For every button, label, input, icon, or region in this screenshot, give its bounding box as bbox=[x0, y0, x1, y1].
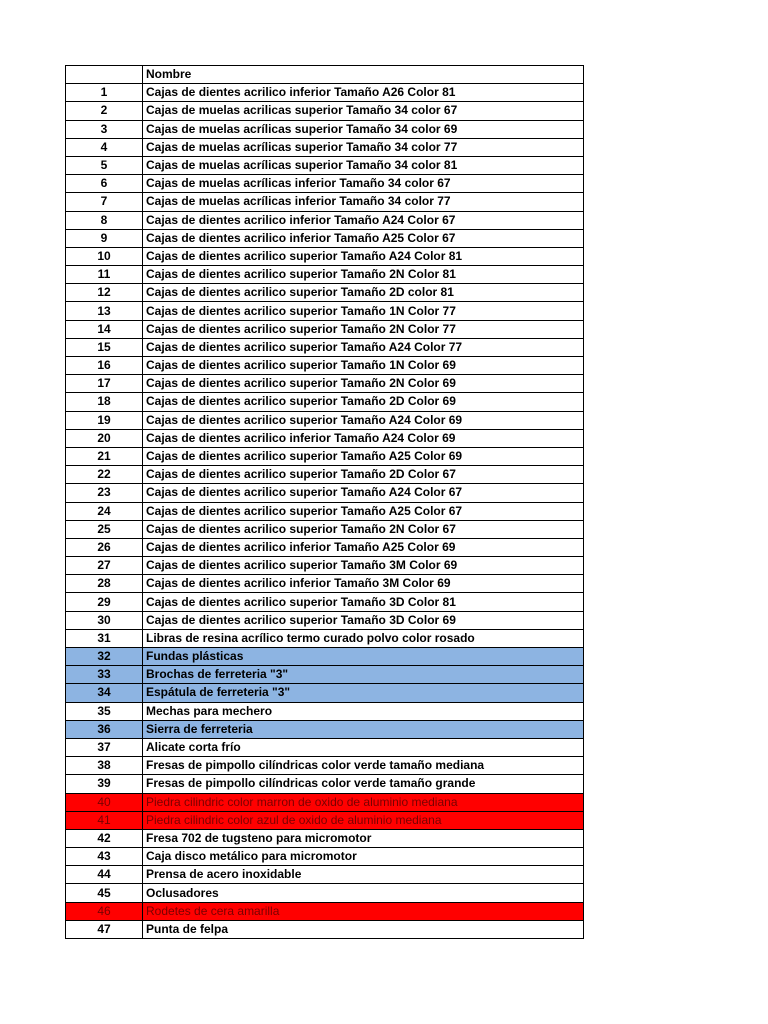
row-number-cell[interactable]: 16 bbox=[66, 357, 143, 375]
table-row bbox=[66, 738, 584, 756]
row-number-cell[interactable]: 41 bbox=[66, 811, 143, 829]
table-row bbox=[66, 375, 584, 393]
row-number-cell[interactable]: 45 bbox=[66, 884, 143, 902]
row-number-cell[interactable]: 6 bbox=[66, 175, 143, 193]
table-row bbox=[66, 648, 584, 666]
table-row bbox=[66, 247, 584, 265]
table-row bbox=[66, 702, 584, 720]
row-number-cell[interactable]: 24 bbox=[66, 502, 143, 520]
table-row bbox=[66, 793, 584, 811]
row-number-cell[interactable]: 1 bbox=[66, 84, 143, 102]
table-row bbox=[66, 266, 584, 284]
table-row bbox=[66, 320, 584, 338]
table-row bbox=[66, 629, 584, 647]
row-number-cell[interactable]: 21 bbox=[66, 447, 143, 465]
item-name-cell[interactable]: Alicate corta frío bbox=[143, 738, 584, 756]
table-row bbox=[66, 593, 584, 611]
item-name-cell[interactable]: Cajas de dientes acrilico superior Tamaño A24 Color 77 bbox=[143, 338, 584, 356]
table-row bbox=[66, 775, 584, 793]
row-number-cell[interactable]: 5 bbox=[66, 156, 143, 174]
row-number-cell[interactable]: 37 bbox=[66, 738, 143, 756]
table-row bbox=[66, 884, 584, 902]
table-row bbox=[66, 156, 584, 174]
item-name-cell[interactable]: Piedra cilindric color marron de oxido de aluminio mediana bbox=[143, 793, 584, 811]
row-number-cell[interactable]: 23 bbox=[66, 484, 143, 502]
table-row bbox=[66, 829, 584, 847]
row-number-cell[interactable]: 10 bbox=[66, 247, 143, 265]
table-row bbox=[66, 502, 584, 520]
table-row bbox=[66, 193, 584, 211]
item-name-cell[interactable]: Oclusadores bbox=[143, 884, 584, 902]
table-row bbox=[66, 393, 584, 411]
row-number-cell[interactable]: 19 bbox=[66, 411, 143, 429]
item-name-cell[interactable]: Cajas de dientes acrilico superior Tamaño A24 Color 69 bbox=[143, 411, 584, 429]
row-number-cell[interactable]: 9 bbox=[66, 229, 143, 247]
row-number-cell[interactable]: 35 bbox=[66, 702, 143, 720]
row-number-cell[interactable]: 42 bbox=[66, 829, 143, 847]
header-number-cell[interactable] bbox=[66, 66, 143, 84]
row-number-cell[interactable]: 26 bbox=[66, 538, 143, 556]
table-row bbox=[66, 302, 584, 320]
table-row bbox=[66, 175, 584, 193]
item-name-cell[interactable]: Caja disco metálico para micromotor bbox=[143, 848, 584, 866]
item-name-cell[interactable]: Cajas de muelas acrílicas superior Tamaño 34 color 81 bbox=[143, 156, 584, 174]
item-name-cell[interactable]: Sierra de ferreteria bbox=[143, 720, 584, 738]
row-number-cell[interactable]: 12 bbox=[66, 284, 143, 302]
table-row bbox=[66, 429, 584, 447]
row-number-cell[interactable]: 38 bbox=[66, 757, 143, 775]
row-number-cell[interactable]: 25 bbox=[66, 520, 143, 538]
item-name-cell[interactable]: Cajas de dientes acrilico inferior Tamaño A24 Color 69 bbox=[143, 429, 584, 447]
item-name-cell[interactable]: Cajas de dientes acrilico inferior Tamaño A26 Color 81 bbox=[143, 84, 584, 102]
item-name-cell[interactable]: Cajas de dientes acrilico inferior Tamaño A25 Color 69 bbox=[143, 538, 584, 556]
table-row bbox=[66, 811, 584, 829]
row-number-cell[interactable]: 2 bbox=[66, 102, 143, 120]
row-number-cell[interactable]: 28 bbox=[66, 575, 143, 593]
item-name-cell[interactable]: Cajas de dientes acrilico superior Tamaño 2N Color 77 bbox=[143, 320, 584, 338]
item-name-cell[interactable]: Cajas de dientes acrilico inferior Tamaño A24 Color 67 bbox=[143, 211, 584, 229]
item-name-cell[interactable]: Cajas de dientes acrilico superior Tamaño 2D Color 67 bbox=[143, 466, 584, 484]
table-header-row bbox=[66, 66, 584, 84]
table-row bbox=[66, 138, 584, 156]
row-number-cell[interactable]: 47 bbox=[66, 920, 143, 938]
table-row bbox=[66, 575, 584, 593]
item-name-cell[interactable]: Cajas de dientes acrilico inferior Tamaño 3M Color 69 bbox=[143, 575, 584, 593]
table-row bbox=[66, 720, 584, 738]
item-name-cell[interactable]: Cajas de dientes acrilico superior Tamaño A25 Color 69 bbox=[143, 447, 584, 465]
table-row bbox=[66, 102, 584, 120]
item-name-cell[interactable]: Cajas de dientes acrilico superior Tamaño A24 Color 67 bbox=[143, 484, 584, 502]
table-row bbox=[66, 666, 584, 684]
item-name-cell[interactable]: Cajas de dientes acrilico superior Tamaño 2N Color 67 bbox=[143, 520, 584, 538]
item-name-cell[interactable]: Cajas de dientes acrilico superior Tamaño A24 Color 81 bbox=[143, 247, 584, 265]
table-row bbox=[66, 338, 584, 356]
row-number-cell[interactable]: 40 bbox=[66, 793, 143, 811]
item-name-cell[interactable]: Punta de felpa bbox=[143, 920, 584, 938]
row-number-cell[interactable]: 43 bbox=[66, 848, 143, 866]
item-name-cell[interactable]: Cajas de muelas acrílicas superior Tamaño 34 color 69 bbox=[143, 120, 584, 138]
table-row bbox=[66, 211, 584, 229]
item-name-cell[interactable]: Cajas de muelas acrilicas superior Tamaño 34 color 67 bbox=[143, 102, 584, 120]
row-number-cell[interactable]: 33 bbox=[66, 666, 143, 684]
item-name-cell[interactable]: Cajas de muelas acrílicas inferior Tamaño 34 color 67 bbox=[143, 175, 584, 193]
row-number-cell[interactable]: 18 bbox=[66, 393, 143, 411]
table-row bbox=[66, 866, 584, 884]
item-name-cell[interactable]: Brochas de ferreteria "3" bbox=[143, 666, 584, 684]
item-name-cell[interactable]: Cajas de dientes acrilico superior Tamaño 2D Color 69 bbox=[143, 393, 584, 411]
table-row bbox=[66, 902, 584, 920]
row-number-cell[interactable]: 8 bbox=[66, 211, 143, 229]
item-name-cell[interactable]: Cajas de muelas acrílicas superior Tamaño 34 color 77 bbox=[143, 138, 584, 156]
row-number-cell[interactable]: 4 bbox=[66, 138, 143, 156]
row-number-cell[interactable]: 3 bbox=[66, 120, 143, 138]
item-name-cell[interactable]: Cajas de dientes acrilico superior Tamaño 3M Color 69 bbox=[143, 557, 584, 575]
row-number-cell[interactable]: 27 bbox=[66, 557, 143, 575]
item-name-cell[interactable]: Cajas de dientes acrilico superior Tamaño A25 Color 67 bbox=[143, 502, 584, 520]
row-number-cell[interactable]: 44 bbox=[66, 866, 143, 884]
table-row bbox=[66, 538, 584, 556]
row-number-cell[interactable]: 34 bbox=[66, 684, 143, 702]
item-name-cell[interactable]: Cajas de dientes acrilico inferior Tamaño A25 Color 67 bbox=[143, 229, 584, 247]
items-table-body bbox=[66, 66, 584, 939]
table-row bbox=[66, 357, 584, 375]
item-name-cell[interactable]: Prensa de acero inoxidable bbox=[143, 866, 584, 884]
row-number-cell[interactable]: 29 bbox=[66, 593, 143, 611]
row-number-cell[interactable]: 39 bbox=[66, 775, 143, 793]
table-row bbox=[66, 611, 584, 629]
row-number-cell[interactable]: 46 bbox=[66, 902, 143, 920]
item-name-cell[interactable]: Fresas de pimpollo cilíndricas color verde tamaño grande bbox=[143, 775, 584, 793]
header-name-cell[interactable]: Nombre bbox=[143, 66, 584, 84]
table-row bbox=[66, 557, 584, 575]
item-name-cell[interactable]: Cajas de dientes acrilico superior Tamaño 3D Color 69 bbox=[143, 611, 584, 629]
item-name-cell[interactable]: Piedra cilindric color azul de oxido de aluminio mediana bbox=[143, 811, 584, 829]
table-row bbox=[66, 84, 584, 102]
table-row bbox=[66, 120, 584, 138]
table-row bbox=[66, 684, 584, 702]
item-name-cell[interactable]: Mechas para mechero bbox=[143, 702, 584, 720]
table-row bbox=[66, 920, 584, 938]
item-name-cell[interactable]: Cajas de dientes acrilico superior Tamaño 2N Color 81 bbox=[143, 266, 584, 284]
row-number-cell[interactable]: 20 bbox=[66, 429, 143, 447]
item-name-cell[interactable]: Fresa 702 de tugsteno para micromotor bbox=[143, 829, 584, 847]
row-number-cell[interactable]: 11 bbox=[66, 266, 143, 284]
row-number-cell[interactable]: 22 bbox=[66, 466, 143, 484]
table-row bbox=[66, 229, 584, 247]
table-row bbox=[66, 848, 584, 866]
item-name-cell[interactable]: Cajas de dientes acrilico superior Tamaño 3D Color 81 bbox=[143, 593, 584, 611]
item-name-cell[interactable]: Cajas de dientes acrilico superior Tamaño 1N Color 77 bbox=[143, 302, 584, 320]
item-name-cell[interactable]: Cajas de dientes acrilico superior Tamaño 2D color 81 bbox=[143, 284, 584, 302]
item-name-cell[interactable]: Fundas plásticas bbox=[143, 648, 584, 666]
item-name-cell[interactable]: Cajas de dientes acrilico superior Tamaño 2N Color 69 bbox=[143, 375, 584, 393]
row-number-cell[interactable]: 32 bbox=[66, 648, 143, 666]
item-name-cell[interactable]: Cajas de muelas acrílicas inferior Tamaño 34 color 77 bbox=[143, 193, 584, 211]
items-table bbox=[65, 65, 584, 939]
table-row bbox=[66, 447, 584, 465]
item-name-cell[interactable]: Cajas de dientes acrilico superior Tamaño 1N Color 69 bbox=[143, 357, 584, 375]
row-number-cell[interactable]: 31 bbox=[66, 629, 143, 647]
table-row bbox=[66, 284, 584, 302]
item-name-cell[interactable]: Libras de resina acrílico termo curado polvo color rosado bbox=[143, 629, 584, 647]
row-number-cell[interactable]: 14 bbox=[66, 320, 143, 338]
table-row bbox=[66, 411, 584, 429]
table-row bbox=[66, 466, 584, 484]
table-row bbox=[66, 757, 584, 775]
item-name-cell[interactable]: Rodetes de cera amarilla bbox=[143, 902, 584, 920]
table-row bbox=[66, 520, 584, 538]
item-name-cell[interactable]: Fresas de pimpollo cilíndricas color verde tamaño mediana bbox=[143, 757, 584, 775]
row-number-cell[interactable]: 36 bbox=[66, 720, 143, 738]
row-number-cell[interactable]: 30 bbox=[66, 611, 143, 629]
row-number-cell[interactable]: 7 bbox=[66, 193, 143, 211]
row-number-cell[interactable]: 17 bbox=[66, 375, 143, 393]
row-number-cell[interactable]: 15 bbox=[66, 338, 143, 356]
table-row bbox=[66, 484, 584, 502]
row-number-cell[interactable]: 13 bbox=[66, 302, 143, 320]
item-name-cell[interactable]: Espátula de ferreteria "3" bbox=[143, 684, 584, 702]
